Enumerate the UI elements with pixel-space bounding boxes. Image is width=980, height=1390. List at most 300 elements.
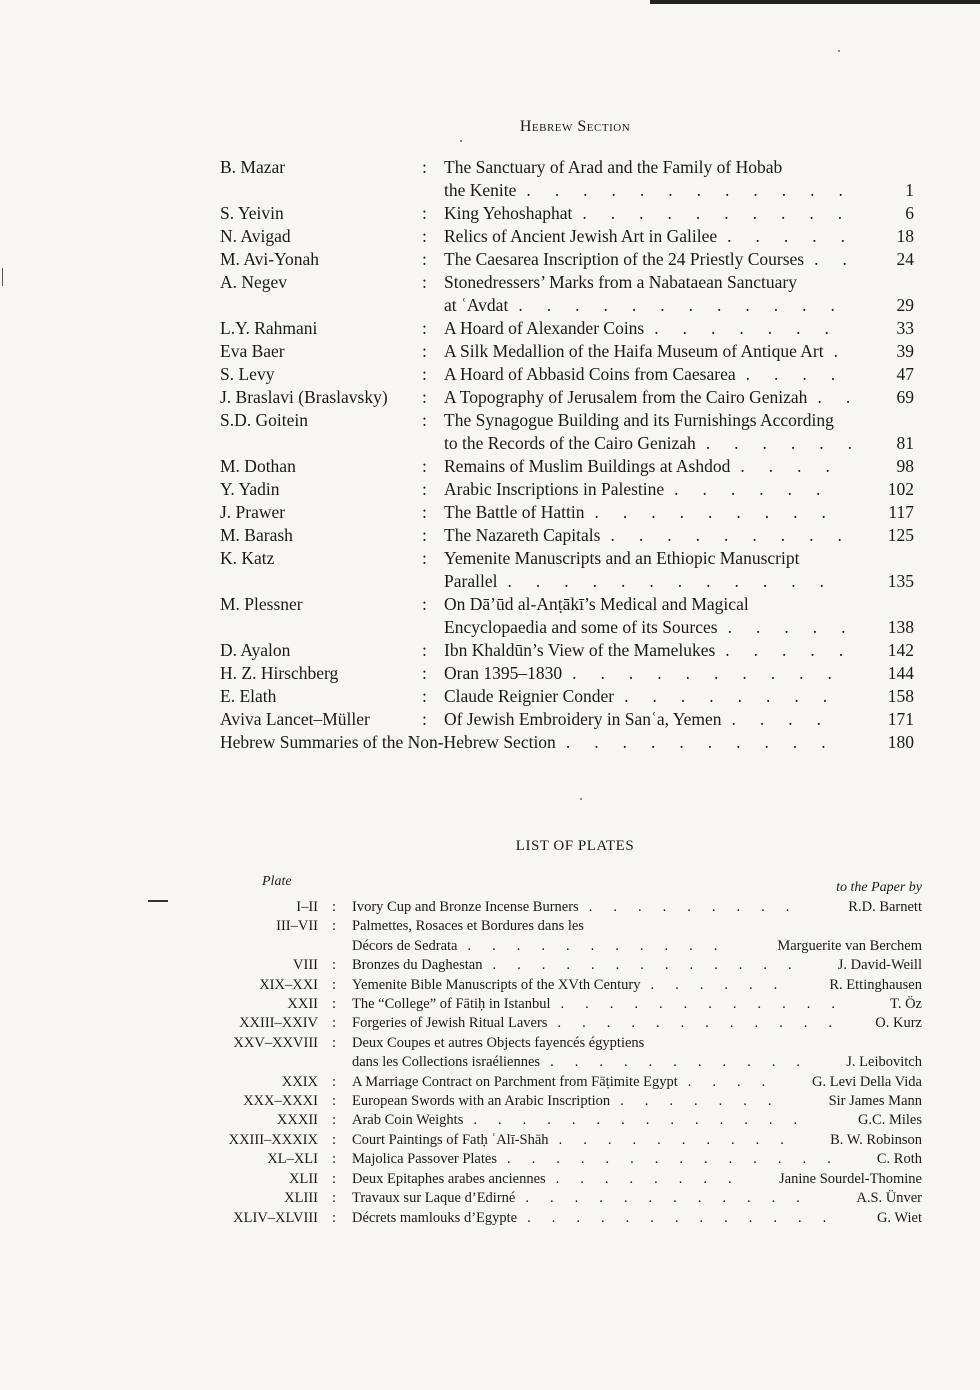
plate-paper-author: B. W. Robinson: [830, 1131, 922, 1148]
plate-number: I–II: [296, 899, 318, 915]
toc-title-line: [444, 639, 914, 662]
toc-author: M. Plessner: [220, 594, 303, 614]
plate-title-line: [352, 1189, 922, 1208]
toc-title: [444, 708, 914, 731]
plate-title: [352, 1073, 922, 1092]
toc-title-line: [444, 570, 914, 593]
plate-number: VIII: [293, 957, 318, 974]
hebrew-section-title: Hebrew Section: [519, 118, 631, 135]
toc-page-number: 144: [887, 663, 914, 683]
leader-dots: ....: [745, 364, 860, 384]
toc-page-number: 81: [896, 433, 914, 453]
plate-title: [352, 1209, 922, 1228]
plate-row: [210, 995, 922, 1014]
plate-title-line: [352, 956, 922, 975]
toc-page-number: 125: [887, 525, 914, 545]
scan-edge-line: [650, 0, 980, 4]
toc-entry: [220, 708, 920, 731]
plate-paper-author: T. Öz: [890, 996, 922, 1013]
leader-dots: .....: [725, 640, 868, 660]
plate-title-text: Majolica Passover Plates: [352, 1151, 497, 1168]
leader-dots: ........: [555, 1170, 753, 1187]
plate-paper-author: Marguerite van Berchem: [777, 937, 922, 954]
toc-summary-text: Hebrew Summaries of the Non-Hebrew Section: [220, 732, 556, 752]
toc-author: M. Barash: [220, 525, 293, 545]
toc-title-line: [444, 317, 914, 340]
plate-paper-author: R. Ettinghausen: [829, 976, 922, 993]
plate-paper-author: Sir James Mann: [828, 1093, 922, 1110]
plate-colon: :: [332, 899, 337, 915]
leader-dots: ............: [557, 1015, 853, 1032]
plate-column-heading: Plate: [262, 874, 292, 889]
plate-title-line: [352, 1150, 922, 1169]
plate-title: [352, 1189, 922, 1208]
toc-title-line: [444, 708, 914, 731]
leader-dots: .......: [654, 318, 853, 338]
plate-number: XLIV–XLVIII: [233, 1209, 318, 1226]
plate-paper-author: O. Kurz: [875, 1015, 922, 1032]
plate-colon: :: [332, 996, 337, 1013]
toc-title-line: [444, 432, 914, 455]
plate-colon: :: [332, 1170, 337, 1187]
toc-colon: :: [422, 663, 427, 683]
toc-colon: :: [422, 594, 427, 614]
plate-colon: :: [332, 1151, 337, 1168]
plate-row: [210, 1111, 922, 1130]
toc-title-text: Yemenite Manuscripts and an Ethiopic Manuscript: [444, 548, 800, 568]
plate-paper-author: R.D. Barnett: [848, 899, 922, 915]
leader-dots: ...........: [550, 1054, 821, 1071]
toc-entry: [220, 685, 920, 708]
toc-page-number: 142: [887, 640, 914, 660]
leader-dots: ..: [817, 387, 875, 407]
toc-colon: :: [422, 249, 427, 269]
toc-title-text: The Nazareth Capitals: [444, 525, 601, 545]
toc-title-line: [444, 202, 914, 225]
leader-dots: ..........: [558, 1131, 805, 1148]
toc-title: [444, 317, 914, 340]
toc-author: J. Prawer: [220, 502, 286, 522]
toc-title-line: [444, 156, 914, 179]
leader-dots: ............: [526, 180, 867, 200]
plate-number: XXX–XXXI: [243, 1093, 318, 1110]
plate-title-text: A Marriage Contract on Parchment from Fāṭimite Egypt: [352, 1073, 678, 1090]
toc-page-number: 171: [887, 709, 914, 729]
plate-title-text: Yemenite Bible Manuscripts of the XVth Century: [352, 976, 641, 993]
plate-title-line: [352, 898, 922, 917]
toc-title: [444, 271, 914, 317]
plate-paper-author: A.S. Ünver: [856, 1190, 922, 1207]
plate-colon: :: [332, 976, 337, 993]
toc-page-number: 117: [888, 502, 914, 522]
toc-entry: [220, 501, 920, 524]
plate-number: III–VII: [276, 918, 318, 935]
leader-dots: ....: [731, 709, 846, 729]
toc-title-line: [444, 524, 914, 547]
leader-dots: ..: [814, 249, 871, 269]
plate-rows: [210, 898, 922, 1228]
plate-title: [352, 1170, 922, 1189]
plate-colon: :: [332, 957, 337, 974]
plate-title-line: [352, 1014, 922, 1033]
toc-author: B. Mazar: [220, 157, 286, 177]
toc-page-number: 18: [896, 226, 914, 246]
plate-title-line: [352, 1131, 922, 1150]
toc-title-text: A Silk Medallion of the Haifa Museum of Antique Art: [444, 341, 824, 361]
plate-row: [210, 1073, 922, 1092]
toc-title-line: [444, 685, 914, 708]
toc-title-text: A Hoard of Alexander Coins: [444, 318, 645, 338]
toc-author: L.Y. Rahmani: [220, 318, 318, 338]
toc-colon: :: [422, 525, 427, 545]
toc-entry: [220, 363, 920, 386]
toc-title: [444, 363, 914, 386]
leader-dots: .........: [610, 525, 866, 545]
leader-dots: .....: [727, 226, 870, 246]
plate-paper-author: J. Leibovitch: [846, 1054, 922, 1071]
toc-title-text: The Caesarea Inscription of the 24 Priestly Courses: [444, 249, 805, 269]
leader-dots: ....: [687, 1073, 787, 1090]
plate-title-text: Deux Coupes et autres Objects fayencés égyptiens: [352, 1034, 645, 1051]
toc-title-text: A Hoard of Abbasid Coins from Caesarea: [444, 364, 736, 384]
plate-colon: :: [332, 1112, 337, 1129]
toc-title-text: the Kenite: [444, 180, 517, 200]
plate-title: [352, 898, 922, 917]
plate-title: [352, 976, 922, 995]
toc-title: [444, 478, 914, 501]
plate-title-line: [352, 976, 922, 995]
toc-title-text: Parallel: [444, 571, 498, 591]
plate-title-line: [352, 1092, 922, 1111]
toc-title-text: On Dā’ūd al-Anṭākī’s Medical and Magical: [444, 594, 749, 614]
toc-entry: [220, 593, 920, 639]
leader-dots: ........: [624, 686, 852, 706]
toc-page-number: 138: [887, 617, 914, 637]
plate-title-line: [352, 937, 922, 956]
toc-author: M. Avi-Yonah: [220, 249, 320, 269]
leader-dots: .: [833, 341, 862, 361]
toc-entry: [220, 386, 920, 409]
toc-title-text: Remains of Muslim Buildings at Ashdod: [444, 456, 731, 476]
plate-paper-author: G.C. Miles: [857, 1112, 922, 1129]
toc-entry: [220, 202, 920, 225]
toc-title-line: [444, 616, 914, 639]
plate-colon: :: [332, 918, 337, 935]
list-of-plates: [210, 872, 922, 1228]
margin-dash: [148, 900, 168, 902]
toc-entry: [220, 478, 920, 501]
toc-title: [444, 685, 914, 708]
toc-title: [444, 593, 914, 639]
leader-dots: ..........: [572, 663, 856, 683]
toc-colon: :: [422, 479, 427, 499]
plate-title-line: [352, 1034, 922, 1053]
toc-page-number: 1: [905, 180, 914, 200]
leader-dots: ..........: [565, 732, 850, 752]
plate-row: [210, 956, 922, 975]
toc-title-line: [444, 455, 914, 478]
toc-colon: :: [422, 157, 427, 177]
plate-number: XXIII–XXXIX: [228, 1131, 318, 1148]
toc-entry: [220, 547, 920, 593]
toc-author: M. Dothan: [220, 456, 296, 476]
toc-title-line: [444, 409, 914, 432]
toc-title-text: Arabic Inscriptions in Palestine: [444, 479, 665, 499]
plate-number: XXII: [287, 996, 318, 1013]
toc-colon: :: [422, 456, 427, 476]
toc-title-line: [444, 271, 914, 294]
toc-page-number: 29: [896, 295, 914, 315]
plate-number: XXIII–XXIV: [239, 1015, 318, 1032]
plate-title-text: Forgeries of Jewish Ritual Lavers: [352, 1015, 548, 1032]
leader-dots: ......: [650, 976, 799, 993]
toc-entry: [220, 248, 920, 271]
toc-colon: :: [422, 387, 427, 407]
plate-row: [210, 1189, 922, 1208]
toc-title-line: [444, 294, 914, 317]
toc-entry: [220, 225, 920, 248]
toc-colon: :: [422, 502, 427, 522]
toc-title: [444, 662, 914, 685]
plate-number: XXV–XXVIII: [233, 1034, 318, 1051]
toc-author: E. Elath: [220, 686, 277, 706]
leader-dots: ............: [518, 295, 859, 315]
toc-author: S.D. Goitein: [220, 410, 308, 430]
plate-title: [352, 1131, 922, 1150]
plate-colon: :: [332, 1131, 337, 1148]
leader-dots: .............: [527, 1209, 848, 1226]
toc-title-text: Ibn Khaldūn’s View of the Mamelukes: [444, 640, 716, 660]
plate-title-text: Arab Coin Weights: [352, 1112, 464, 1129]
toc-author: S. Levy: [220, 364, 275, 384]
toc-title-text: The Battle of Hattin: [444, 502, 585, 522]
toc-author: J. Braslavi (Braslavsky): [220, 387, 388, 407]
leader-dots: .........: [588, 899, 811, 915]
toc-title-text: King Yehoshaphat: [444, 203, 573, 223]
toc-title-line: [444, 593, 914, 616]
plate-title: [352, 1150, 922, 1169]
toc-colon: :: [422, 686, 427, 706]
plate-paper-author: C. Roth: [876, 1151, 922, 1168]
toc-entry: [220, 639, 920, 662]
toc-author: Aviva Lancet–Müller: [220, 709, 370, 729]
leader-dots: ......: [705, 433, 876, 453]
toc-entry: [220, 340, 920, 363]
toc-title-line: [444, 478, 914, 501]
plate-paper-author: Janine Sourdel-Thomine: [779, 1170, 922, 1187]
toc-title: [444, 340, 914, 363]
plate-title-text: Ivory Cup and Bronze Incense Burners: [352, 899, 579, 915]
toc-title: [444, 409, 914, 455]
toc-author: Y. Yadin: [220, 479, 280, 499]
toc-title: [444, 156, 914, 202]
plate-title-line: [352, 917, 922, 936]
toc-title-line: [444, 386, 914, 409]
toc-author: A. Negev: [220, 272, 288, 292]
plate-number: XXXII: [276, 1112, 318, 1129]
paper-column-heading: to the Paper by: [836, 880, 922, 895]
toc-author: N. Avigad: [220, 226, 291, 246]
scan-speck: [460, 140, 462, 142]
plate-title-text: The “College” of Fātiḥ in Istanbul: [352, 996, 551, 1013]
leader-dots: ......: [674, 479, 845, 499]
toc-author: H. Z. Hirschberg: [220, 663, 339, 683]
plate-number: XL–XLI: [267, 1151, 318, 1168]
toc-title: [444, 547, 914, 593]
plate-row: [210, 1092, 922, 1111]
toc-page-number: 24: [896, 249, 914, 269]
plate-title-text: European Swords with an Arabic Inscription: [352, 1093, 611, 1110]
plate-title-line: [352, 1073, 922, 1092]
plates-header: [210, 872, 922, 898]
plate-row: [210, 898, 922, 917]
toc-entry: [220, 271, 920, 317]
plate-paper-author: G. Wiet: [876, 1209, 922, 1226]
scan-speck: [580, 798, 582, 800]
plate-title: [352, 956, 922, 975]
toc-page-number: 39: [896, 341, 914, 361]
toc-title: [444, 248, 914, 271]
plate-colon: :: [332, 1190, 337, 1207]
plate-title: [352, 1111, 922, 1130]
toc-author: D. Ayalon: [220, 640, 291, 660]
toc-colon: :: [422, 203, 427, 223]
plate-colon: :: [332, 1209, 337, 1226]
plate-title-text: Deux Epitaphes arabes anciennes: [352, 1170, 546, 1187]
toc-entry: [220, 524, 920, 547]
leader-dots: .........: [594, 502, 850, 522]
toc-title: [444, 386, 914, 409]
toc-title: [444, 501, 914, 524]
plate-row: [210, 1170, 922, 1189]
toc-colon: :: [422, 341, 427, 361]
toc-title-line: [444, 179, 914, 202]
plate-title-line: [352, 1209, 922, 1228]
plate-title: [352, 1014, 922, 1033]
plate-colon: :: [332, 1073, 337, 1090]
plate-title-text: Bronzes du Daghestan: [352, 957, 483, 974]
toc-title-line: [444, 248, 914, 271]
toc-title-text: to the Records of the Cairo Genizah: [444, 433, 696, 453]
plate-title: [352, 995, 922, 1014]
plate-title-text: Palmettes, Rosaces et Bordures dans les: [352, 918, 584, 935]
toc-colon: :: [422, 364, 427, 384]
toc-title-line: [444, 340, 914, 363]
plate-number: XIX–XXI: [259, 976, 318, 993]
toc-colon: :: [422, 272, 427, 292]
leader-dots: ............: [507, 571, 848, 591]
toc-title-text: Encyclopaedia and some of its Sources: [444, 617, 718, 637]
hebrew-section-contents: [220, 156, 920, 754]
plate-title-text: Décrets mamlouks d’Egypte: [352, 1209, 518, 1226]
toc-title-text: Of Jewish Embroidery in Sanʿa, Yemen: [444, 709, 722, 729]
toc-page-number: 158: [887, 686, 914, 706]
plate-title: [352, 917, 922, 956]
toc-author: K. Katz: [220, 548, 275, 568]
plate-row: [210, 1131, 922, 1150]
toc-title: [444, 524, 914, 547]
leader-dots: ..........: [582, 203, 867, 223]
plate-title-line: [352, 1053, 922, 1072]
toc-title-text: The Sanctuary of Arad and the Family of Hobab: [444, 157, 783, 177]
plate-row: [210, 917, 922, 956]
scan-speck: [838, 50, 840, 52]
toc-colon: :: [422, 226, 427, 246]
toc-page-number: 135: [887, 571, 914, 591]
leader-dots: ...........: [467, 937, 739, 954]
plate-row: [210, 1034, 922, 1073]
leader-dots: ....: [740, 456, 854, 476]
leader-dots: ..............: [506, 1151, 852, 1168]
plate-title-text: Travaux sur Laque d’Edirné: [352, 1190, 516, 1207]
toc-title-line: [444, 501, 914, 524]
toc-title: [444, 639, 914, 662]
leader-dots: .............: [492, 957, 813, 974]
plate-colon: :: [332, 1093, 337, 1110]
plate-number: XLII: [289, 1170, 318, 1187]
toc-page-number: 47: [896, 364, 914, 384]
leader-dots: ..............: [473, 1112, 819, 1129]
plate-title-line: [352, 1170, 922, 1189]
toc-title-text: Oran 1395–1830: [444, 663, 563, 683]
toc-page-number: 102: [887, 479, 914, 499]
toc-title-line: [444, 662, 914, 685]
toc-title-text: Stonedressers’ Marks from a Nabataean Sanctuary: [444, 272, 797, 292]
toc-page-number: 33: [896, 318, 914, 338]
toc-colon: :: [422, 318, 427, 338]
toc-title-text: The Synagogue Building and its Furnishings According: [444, 410, 834, 430]
plate-title: [352, 1092, 922, 1111]
toc-colon: :: [422, 410, 427, 430]
toc-entry: [220, 455, 920, 478]
plate-title-text: Décors de Sedrata: [352, 937, 458, 954]
plate-title: [352, 1034, 922, 1073]
plate-colon: :: [332, 1015, 337, 1032]
toc-page-number: 180: [887, 732, 914, 752]
plate-number: XLIII: [284, 1190, 318, 1207]
toc-author: S. Yeivin: [220, 203, 284, 223]
toc-title-text: at ʿAvdat: [444, 295, 509, 315]
toc-entry: [220, 317, 920, 340]
plate-colon: :: [332, 1034, 337, 1051]
toc-title-line: [444, 363, 914, 386]
plate-paper-author: G. Levi Della Vida: [812, 1073, 922, 1090]
toc-title-text: Claude Reignier Conder: [444, 686, 615, 706]
toc-colon: :: [422, 640, 427, 660]
plate-row: [210, 1014, 922, 1033]
plate-row: [210, 1150, 922, 1169]
leader-dots: ............: [525, 1190, 821, 1207]
plate-row: [210, 1209, 922, 1228]
toc-colon: :: [422, 709, 427, 729]
list-of-plates-title: LIST OF PLATES: [515, 838, 635, 854]
plate-title-line: [352, 1111, 922, 1130]
toc-title: [444, 455, 914, 478]
plate-number: XXIX: [281, 1073, 318, 1090]
toc-page-number: 98: [896, 456, 914, 476]
toc-entry: [220, 156, 920, 202]
plate-title-text: dans les Collections israéliennes: [352, 1054, 541, 1071]
plate-paper-author: J. David-Weill: [837, 957, 922, 974]
toc-title: [444, 225, 914, 248]
plate-title-text: Court Paintings of Fatḥ ʿAlī-Shāh: [352, 1131, 549, 1148]
toc-summary-entry: [220, 731, 920, 754]
toc-entry: [220, 409, 920, 455]
leader-dots: .....: [727, 617, 870, 637]
leader-dots: .......: [620, 1093, 793, 1110]
scan-edge-mark: [2, 268, 3, 286]
toc-colon: :: [422, 548, 427, 568]
